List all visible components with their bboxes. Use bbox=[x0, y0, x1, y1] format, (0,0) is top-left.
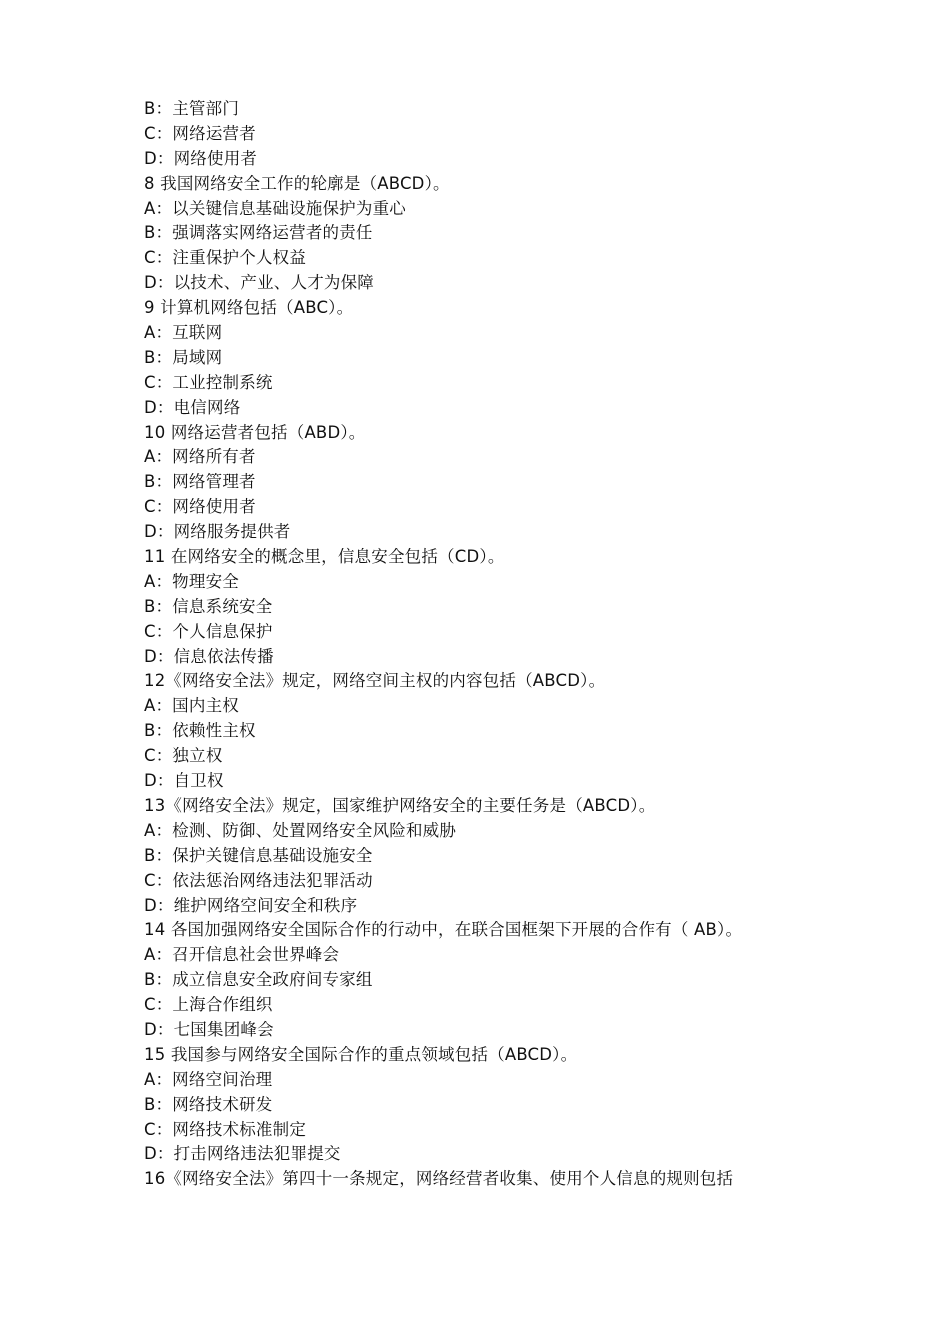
text-line: B：依赖性主权 bbox=[144, 721, 256, 741]
question-line: 15 我国参与网络安全国际合作的重点领域包括（ABCD）。 bbox=[144, 1044, 578, 1064]
text-line: A：网络所有者 bbox=[144, 447, 256, 467]
text-line: C：上海合作组织 bbox=[144, 995, 273, 1015]
text-line: A：检测、防御、处置网络安全风险和威胁 bbox=[144, 820, 457, 840]
question-line: 10 网络运营者包括（ABD）。 bbox=[144, 422, 366, 442]
text-line: C：工业控制系统 bbox=[144, 372, 273, 392]
text-line: A：网络空间治理 bbox=[144, 1069, 273, 1089]
question-line: 9 计算机网络包括（ABC）。 bbox=[144, 298, 354, 318]
text-line: D：信息依法传播 bbox=[144, 646, 274, 666]
text-line: B：网络管理者 bbox=[144, 472, 256, 492]
text-line: A：国内主权 bbox=[144, 696, 239, 716]
document-page bbox=[144, 97, 844, 1192]
text-line: C：网络使用者 bbox=[144, 497, 256, 517]
text-line: B：网络技术研发 bbox=[144, 1094, 273, 1114]
question-line: 11 在网络安全的概念里，信息安全包括（CD）。 bbox=[144, 547, 505, 567]
question-line: 16《网络安全法》第四十一条规定，网络经营者收集、使用个人信息的规则包括 bbox=[144, 1169, 734, 1189]
text-line: A：召开信息社会世界峰会 bbox=[144, 945, 340, 965]
text-line: D：网络服务提供者 bbox=[144, 522, 291, 542]
text-line: C：个人信息保护 bbox=[144, 621, 273, 641]
question-line: 12《网络安全法》规定，网络空间主权的内容包括（ABCD）。 bbox=[144, 671, 606, 691]
text-line: D：维护网络空间安全和秩序 bbox=[144, 895, 358, 915]
question-line: 13《网络安全法》规定，国家维护网络安全的主要任务是（ABCD）。 bbox=[144, 795, 656, 815]
text-line: A：互联网 bbox=[144, 323, 223, 343]
text-line: C：网络运营者 bbox=[144, 123, 256, 143]
text-line: B：成立信息安全政府间专家组 bbox=[144, 970, 373, 990]
text-line: D：网络使用者 bbox=[144, 148, 258, 168]
text-line: A：物理安全 bbox=[144, 571, 239, 591]
text-line: B：信息系统安全 bbox=[144, 596, 273, 616]
text-line: C：网络技术标准制定 bbox=[144, 1119, 307, 1139]
text-line: D：以技术、产业、人才为保障 bbox=[144, 273, 375, 293]
question-line: 14 各国加强网络安全国际合作的行动中，在联合国框架下开展的合作有（ AB）。 bbox=[144, 920, 743, 940]
text-line: D：七国集团峰会 bbox=[144, 1019, 274, 1039]
text-line: B：强调落实网络运营者的责任 bbox=[144, 223, 373, 243]
text-line: D：电信网络 bbox=[144, 397, 241, 417]
text-line: B：主管部门 bbox=[144, 99, 240, 118]
text-line: C：依法惩治网络违法犯罪活动 bbox=[144, 870, 373, 890]
text-line: C：注重保护个人权益 bbox=[144, 248, 307, 268]
text-line: A：以关键信息基础设施保护为重心 bbox=[144, 198, 406, 218]
text-line: D：自卫权 bbox=[144, 771, 224, 791]
text-line: D：打击网络违法犯罪提交 bbox=[144, 1144, 341, 1164]
text-line: B：局域网 bbox=[144, 347, 223, 367]
text-line: C：独立权 bbox=[144, 746, 223, 766]
question-line: 8 我国网络安全工作的轮廓是（ABCD）。 bbox=[144, 173, 450, 193]
text-line: B：保护关键信息基础设施安全 bbox=[144, 845, 373, 865]
